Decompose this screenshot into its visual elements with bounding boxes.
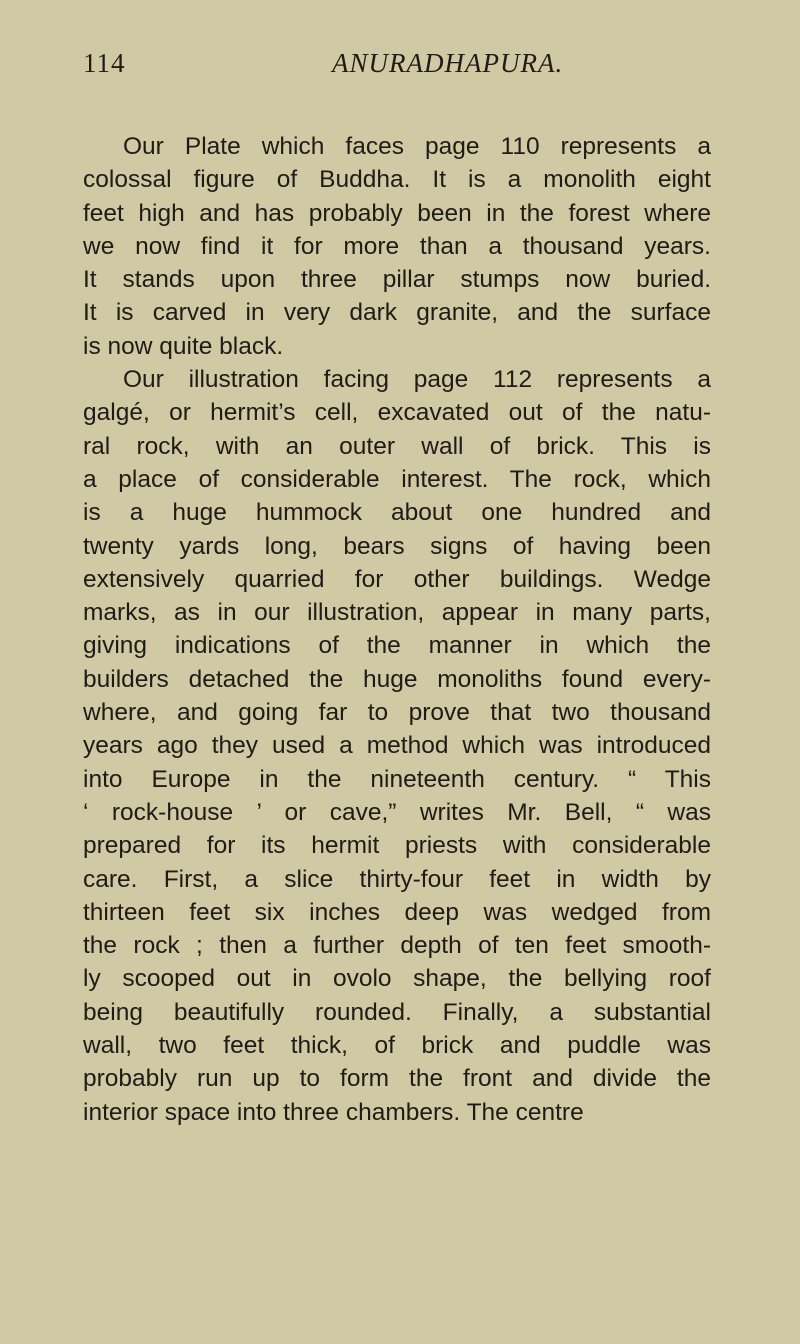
text-line: ral rock, with an outer wall of brick. This is [83, 432, 711, 460]
text-line: ly scooped out in ovolo shape, the bellying roof [83, 965, 711, 993]
page-number: 114 [83, 48, 126, 78]
text-line: wall, two feet thick, of brick and puddle was [83, 1032, 711, 1060]
text-line: being beautifully rounded. Finally, a substantial [83, 998, 711, 1026]
text-line: extensively quarried for other buildings. Wedge [83, 565, 711, 593]
text-line: ‘ rock-house ’ or cave,” writes Mr. Bell, “ was [83, 798, 711, 826]
body-text [83, 130, 711, 1129]
text-line: galgé, or hermit’s cell, excavated out of the natu- [83, 399, 711, 427]
text-line: Our illustration facing page 112 represents a [123, 366, 711, 394]
text-line: care. First, a slice thirty-four feet in width by [83, 865, 711, 893]
text-line: into Europe in the nineteenth century. “ This [83, 765, 711, 793]
text-line: is a huge hummock about one hundred and [83, 499, 711, 527]
text-line: It is carved in very dark granite, and the surface [83, 299, 711, 327]
text-line: years ago they used a method which was introduced [83, 732, 711, 760]
text-line: marks, as in our illustration, appear in many parts, [83, 599, 711, 627]
text-line: colossal figure of Buddha. It is a monolith eight [83, 166, 711, 194]
text-line: is now quite black. [83, 332, 284, 360]
text-line: thirteen feet six inches deep was wedged from [83, 898, 711, 926]
text-line: It stands upon three pillar stumps now buried. [83, 266, 711, 294]
text-line: where, and going far to prove that two thousand [83, 699, 711, 727]
text-line: twenty yards long, bears signs of having been [83, 532, 711, 560]
text-line: a place of considerable interest. The rock, which [83, 465, 711, 493]
page-header [83, 48, 723, 88]
running-head: ANURADHAPURA. [332, 48, 564, 78]
text-line: builders detached the huge monoliths found every- [83, 665, 711, 693]
text-line: giving indications of the manner in which the [83, 632, 711, 660]
text-line: the rock ; then a further depth of ten feet smooth- [83, 932, 711, 960]
text-line: we now find it for more than a thousand years. [83, 232, 711, 260]
text-line: prepared for its hermit priests with considerable [83, 832, 711, 860]
text-line: interior space into three chambers. The centre [83, 1098, 584, 1126]
text-line: feet high and has probably been in the forest where [83, 199, 711, 227]
text-line: probably run up to form the front and divide the [83, 1065, 711, 1093]
text-line: Our Plate which faces page 110 represents a [123, 133, 711, 160]
